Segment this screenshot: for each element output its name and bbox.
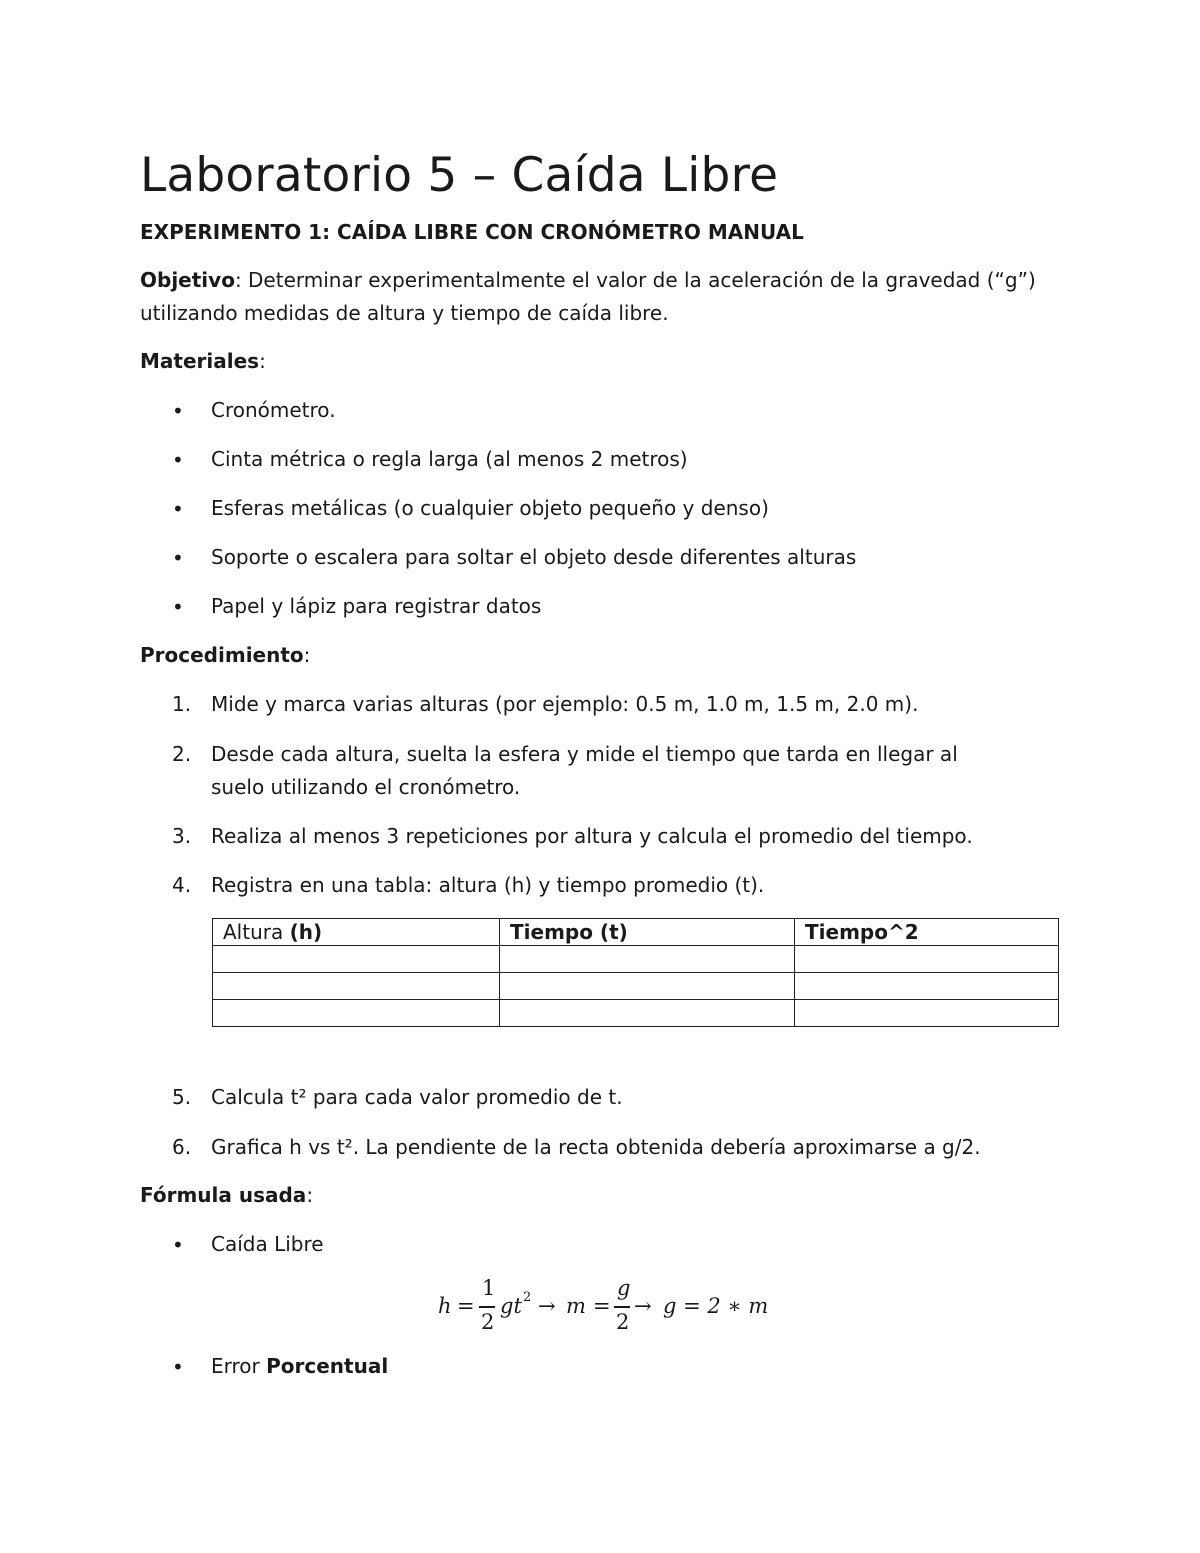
formula-item-error: Error Porcentual: [211, 1354, 389, 1378]
materials-heading: Materiales:: [140, 349, 266, 373]
bullet-icon: •: [172, 399, 184, 423]
table-cell[interactable]: [500, 1000, 795, 1027]
fraction-bar: [479, 1306, 495, 1308]
formula-rhs: g = 2 ∗ m: [663, 1294, 769, 1318]
material-item: Cinta métrica o regla larga (al menos 2 metros): [211, 447, 688, 471]
objective-line-2: utilizando medidas de altura y tiempo de caída libre.: [140, 301, 669, 325]
table-cell[interactable]: [795, 946, 1059, 973]
bullet-icon: •: [172, 497, 184, 521]
table-header-row: [213, 919, 1059, 946]
step-number: 2.: [172, 742, 192, 766]
step-text: Calcula t² para cada valor promedio de t.: [211, 1085, 623, 1109]
procedure-heading: Procedimiento:: [140, 643, 311, 667]
step-number: 4.: [172, 873, 192, 897]
free-fall-formula: [438, 1272, 778, 1342]
table-cell[interactable]: [500, 946, 795, 973]
arrow-icon: →: [538, 1294, 556, 1318]
table-row: [213, 973, 1059, 1000]
table-row: [213, 1000, 1059, 1027]
table-cell[interactable]: [795, 973, 1059, 1000]
formula-h: h: [438, 1294, 452, 1318]
header-tiempo-squared: Tiempo^2: [795, 919, 1059, 946]
formula-equals: =: [457, 1294, 475, 1318]
formula-equals: =: [593, 1294, 611, 1318]
step-number: 3.: [172, 824, 192, 848]
step-text: Desde cada altura, suelta la esfera y mide el tiempo que tarda en llegar al suelo utilizando el cronómetro.: [211, 742, 958, 799]
formula-m: m: [566, 1294, 586, 1318]
step-number: 5.: [172, 1085, 192, 1109]
step-number: 1.: [172, 692, 192, 716]
data-table: [212, 918, 1059, 1027]
step-text: Grafica h vs t². La pendiente de la recta obtenida debería aproximarse a g/2.: [211, 1135, 981, 1159]
step-text: Realiza al menos 3 repeticiones por altura y calcula el promedio del tiempo.: [211, 824, 973, 848]
step-number: 6.: [172, 1135, 192, 1159]
table-cell[interactable]: [500, 973, 795, 1000]
bullet-icon: •: [172, 448, 184, 472]
formula-numerator: 1: [482, 1276, 496, 1300]
header-tiempo: Tiempo (t): [500, 919, 795, 946]
material-item: Soporte o escalera para soltar el objeto desde diferentes alturas: [211, 545, 857, 569]
table-cell[interactable]: [213, 1000, 500, 1027]
formula-heading: Fórmula usada:: [140, 1183, 314, 1207]
objective-line-1: : Determinar experimentalmente el valor de la aceleración de la gravedad (“g”): [234, 268, 1036, 292]
table-cell[interactable]: [213, 973, 500, 1000]
formula-numerator-g: g: [617, 1276, 631, 1300]
material-item: Papel y lápiz para registrar datos: [211, 594, 542, 618]
header-altura: Altura (h): [213, 919, 500, 946]
material-item: Esferas metálicas (o cualquier objeto pequeño y denso): [211, 496, 769, 520]
bullet-icon: •: [172, 1355, 184, 1379]
objective-label: Objetivo: [140, 268, 235, 292]
arrow-icon: →: [634, 1294, 652, 1318]
table-cell[interactable]: [795, 1000, 1059, 1027]
formula-item: Caída Libre: [211, 1232, 324, 1256]
formula-exponent: 2: [523, 1290, 532, 1305]
bullet-icon: •: [172, 1233, 184, 1257]
experiment-heading: EXPERIMENTO 1: CAÍDA LIBRE CON CRONÓMETRO MANUAL: [140, 220, 804, 244]
step-text: Registra en una tabla: altura (h) y tiempo promedio (t).: [211, 873, 765, 897]
page-title: Laboratorio 5 – Caída Libre: [140, 148, 779, 203]
bullet-icon: •: [172, 546, 184, 570]
table-row: [213, 946, 1059, 973]
formula-denominator: 2: [481, 1310, 495, 1334]
table-cell[interactable]: [213, 946, 500, 973]
objective-paragraph: [140, 264, 1070, 330]
material-item: Cronómetro.: [211, 398, 336, 422]
formula-denominator: 2: [616, 1310, 630, 1334]
fraction-bar: [614, 1306, 630, 1308]
bullet-icon: •: [172, 595, 184, 619]
formula-gt: gt: [500, 1294, 522, 1318]
step-text: Mide y marca varias alturas (por ejemplo: 0.5 m, 1.0 m, 1.5 m, 2.0 m).: [211, 692, 919, 716]
